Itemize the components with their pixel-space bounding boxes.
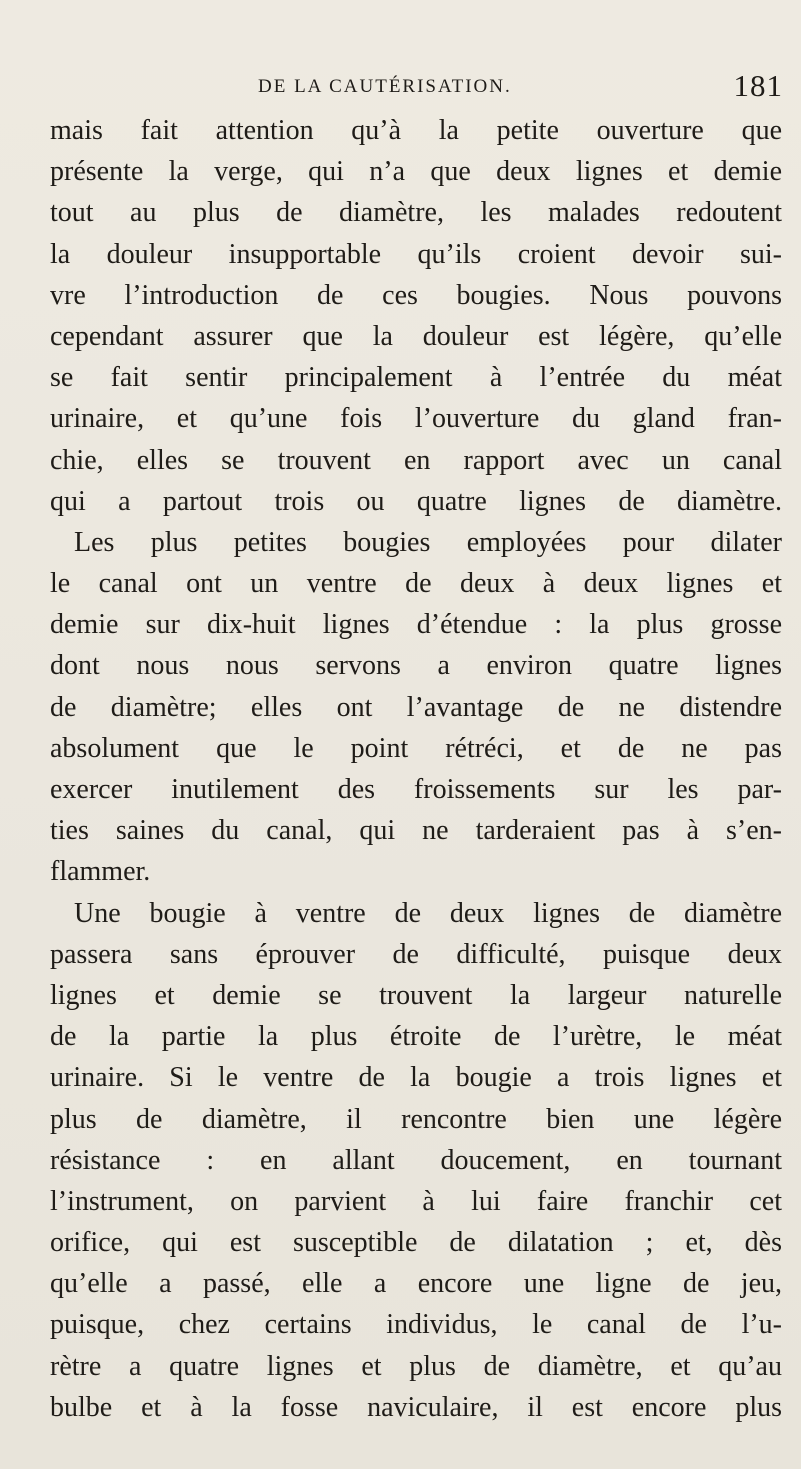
text-line: plus de diamètre, il rencontre bien une légère — [50, 1103, 782, 1135]
page-number: 181 — [733, 68, 783, 103]
text-line: chie, elles se trouvent en rapport avec un canal — [50, 444, 782, 476]
text-line: le canal ont un ventre de deux à deux lignes et — [50, 568, 782, 600]
text-line: absolument que le point rétréci, et de ne pas — [50, 732, 782, 764]
text-line: passera sans éprouver de difficulté, puisque deux — [50, 938, 782, 970]
text-line: rètre a quatre lignes et plus de diamètre, et qu’au — [50, 1350, 782, 1382]
text-line: se fait sentir principalement à l’entrée du méat — [50, 362, 782, 394]
text-line: la douleur insupportable qu’ils croient devoir sui- — [50, 238, 782, 270]
text-line: urinaire. Si le ventre de la bougie a trois lignes et — [50, 1062, 782, 1094]
text-line: urinaire, et qu’une fois l’ouverture du gland fran- — [50, 403, 782, 435]
running-head — [48, 68, 783, 108]
text-line: cependant assurer que la douleur est légère, qu’elle — [50, 320, 782, 352]
text-line: flammer. — [50, 856, 151, 888]
text-line: qui a partout trois ou quatre lignes de diamètre. — [50, 485, 782, 517]
body-text — [50, 110, 782, 1428]
text-line: lignes et demie se trouvent la largeur naturelle — [50, 979, 782, 1011]
text-line: de la partie la plus étroite de l’urètre, le méat — [50, 1021, 782, 1053]
text-line: de diamètre; elles ont l’avantage de ne distendre — [50, 691, 782, 723]
text-line: dont nous nous servons a environ quatre lignes — [50, 650, 782, 682]
running-title: DE LA CAUTÉRISATION. — [258, 76, 512, 97]
text-line: Les plus petites bougies employées pour dilater — [74, 526, 782, 558]
text-line: Une bougie à ventre de deux lignes de diamètre — [74, 897, 782, 929]
text-line: exercer inutilement des froissements sur les par- — [50, 774, 782, 805]
text-line: qu’elle a passé, elle a encore une ligne de jeu, — [50, 1268, 782, 1300]
text-line: présente la verge, qui n’a que deux lignes et demie — [50, 156, 782, 188]
text-line: puisque, chez certains individus, le canal de l’u- — [50, 1309, 782, 1341]
text-line: l’instrument, on parvient à lui faire franchir cet — [50, 1185, 782, 1217]
text-line: vre l’introduction de ces bougies. Nous pouvons — [50, 279, 782, 311]
text-line: bulbe et à la fosse naviculaire, il est encore plus — [50, 1391, 782, 1423]
text-line: orifice, qui est susceptible de dilatation ; et, dès — [50, 1227, 782, 1259]
text-line: résistance : en allant doucement, en tournant — [50, 1144, 782, 1176]
text-line: ties saines du canal, qui ne tarderaient pas à s’en- — [50, 815, 782, 847]
text-line: tout au plus de diamètre, les malades redoutent — [50, 197, 782, 229]
text-line: mais fait attention qu’à la petite ouverture que — [50, 115, 782, 146]
text-line: demie sur dix-huit lignes d’étendue : la plus grosse — [50, 609, 782, 641]
